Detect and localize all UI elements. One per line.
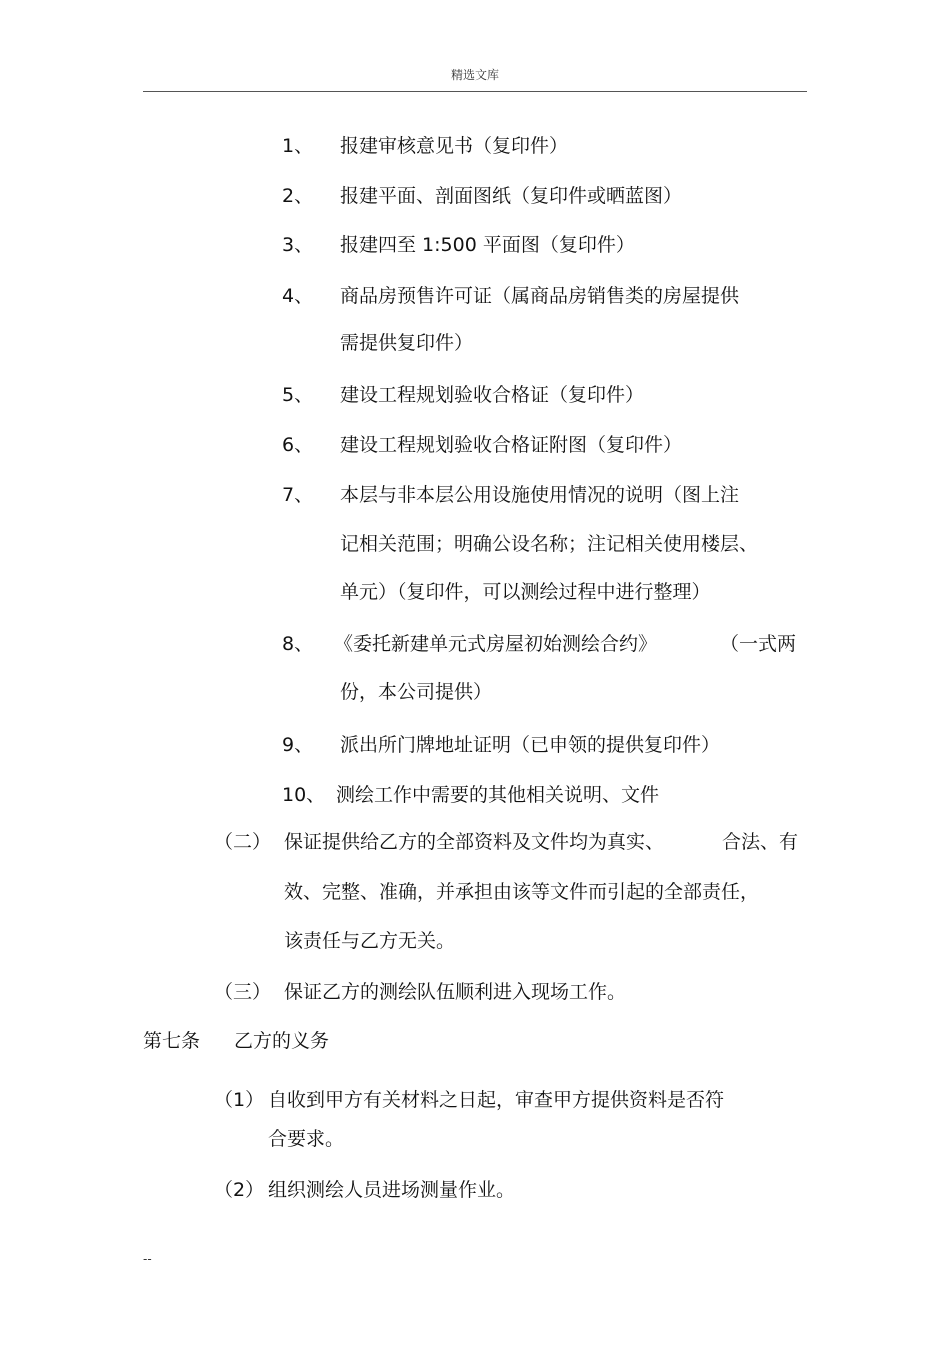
page-footer-mark: -- [143, 1252, 152, 1266]
item-text-continuation: 记相关范围；明确公设名称；注记相关使用楼层、 [340, 533, 759, 555]
duty-number: （2） [214, 1179, 265, 1201]
item-text: 报建四至 1:500 平面图（复印件） [340, 234, 635, 256]
item-text: 测绘工作中需要的其他相关说明、文件 [336, 784, 660, 806]
item-number: 10、 [282, 784, 326, 806]
duty-text: 自收到甲方有关材料之日起，审查甲方提供资料是否符 [268, 1089, 725, 1111]
item-number: 2、 [282, 185, 314, 207]
clause-number: （三） [214, 981, 272, 1003]
duty-number: （1） [214, 1089, 265, 1111]
clause-text: 保证乙方的测绘队伍顺利进入现场工作。 [284, 981, 627, 1003]
item-text-continuation: 单元）（复印件，可以测绘过程中进行整理） [340, 581, 711, 603]
item-text: 报建平面、剖面图纸（复印件或晒蓝图） [340, 185, 683, 207]
clause-text: 保证提供给乙方的全部资料及文件均为真实、 [284, 831, 665, 853]
item-number: 1、 [282, 135, 314, 157]
item-text-continuation: 需提供复印件） [340, 332, 474, 354]
item-text: 建设工程规划验收合格证（复印件） [340, 384, 645, 406]
header-rule [143, 91, 807, 92]
duty-text-continuation: 合要求。 [268, 1128, 345, 1150]
item-text: 《委托新建单元式房屋初始测绘合约》 [334, 633, 658, 655]
clause-text-tail: 合法、有 [722, 831, 799, 853]
item-number: 4、 [282, 285, 314, 307]
article-title: 乙方的义务 [234, 1030, 330, 1052]
clause-text-continuation: 该责任与乙方无关。 [284, 930, 456, 952]
page-header-title: 精选文库 [450, 68, 499, 82]
item-number: 7、 [282, 484, 314, 506]
item-number: 8、 [282, 633, 314, 655]
item-text: 本层与非本层公用设施使用情况的说明（图上注 [340, 484, 740, 506]
item-text-tail: （一式两 [720, 633, 797, 655]
item-text: 派出所门牌地址证明（已申领的提供复印件） [340, 734, 721, 756]
item-number: 5、 [282, 384, 314, 406]
item-number: 9、 [282, 734, 314, 756]
article-number: 第七条 [143, 1030, 201, 1052]
clause-number: （二） [214, 831, 272, 853]
duty-text: 组织测绘人员进场测量作业。 [268, 1179, 516, 1201]
item-text-continuation: 份，本公司提供） [340, 681, 493, 703]
item-number: 3、 [282, 234, 314, 256]
item-text: 报建审核意见书（复印件） [340, 135, 569, 157]
clause-text-continuation: 效、完整、准确，并承担由该等文件而引起的全部责任， [284, 881, 760, 903]
item-text: 建设工程规划验收合格证附图（复印件） [340, 434, 683, 456]
item-text: 商品房预售许可证（属商品房销售类的房屋提供 [340, 285, 740, 307]
item-number: 6、 [282, 434, 314, 456]
